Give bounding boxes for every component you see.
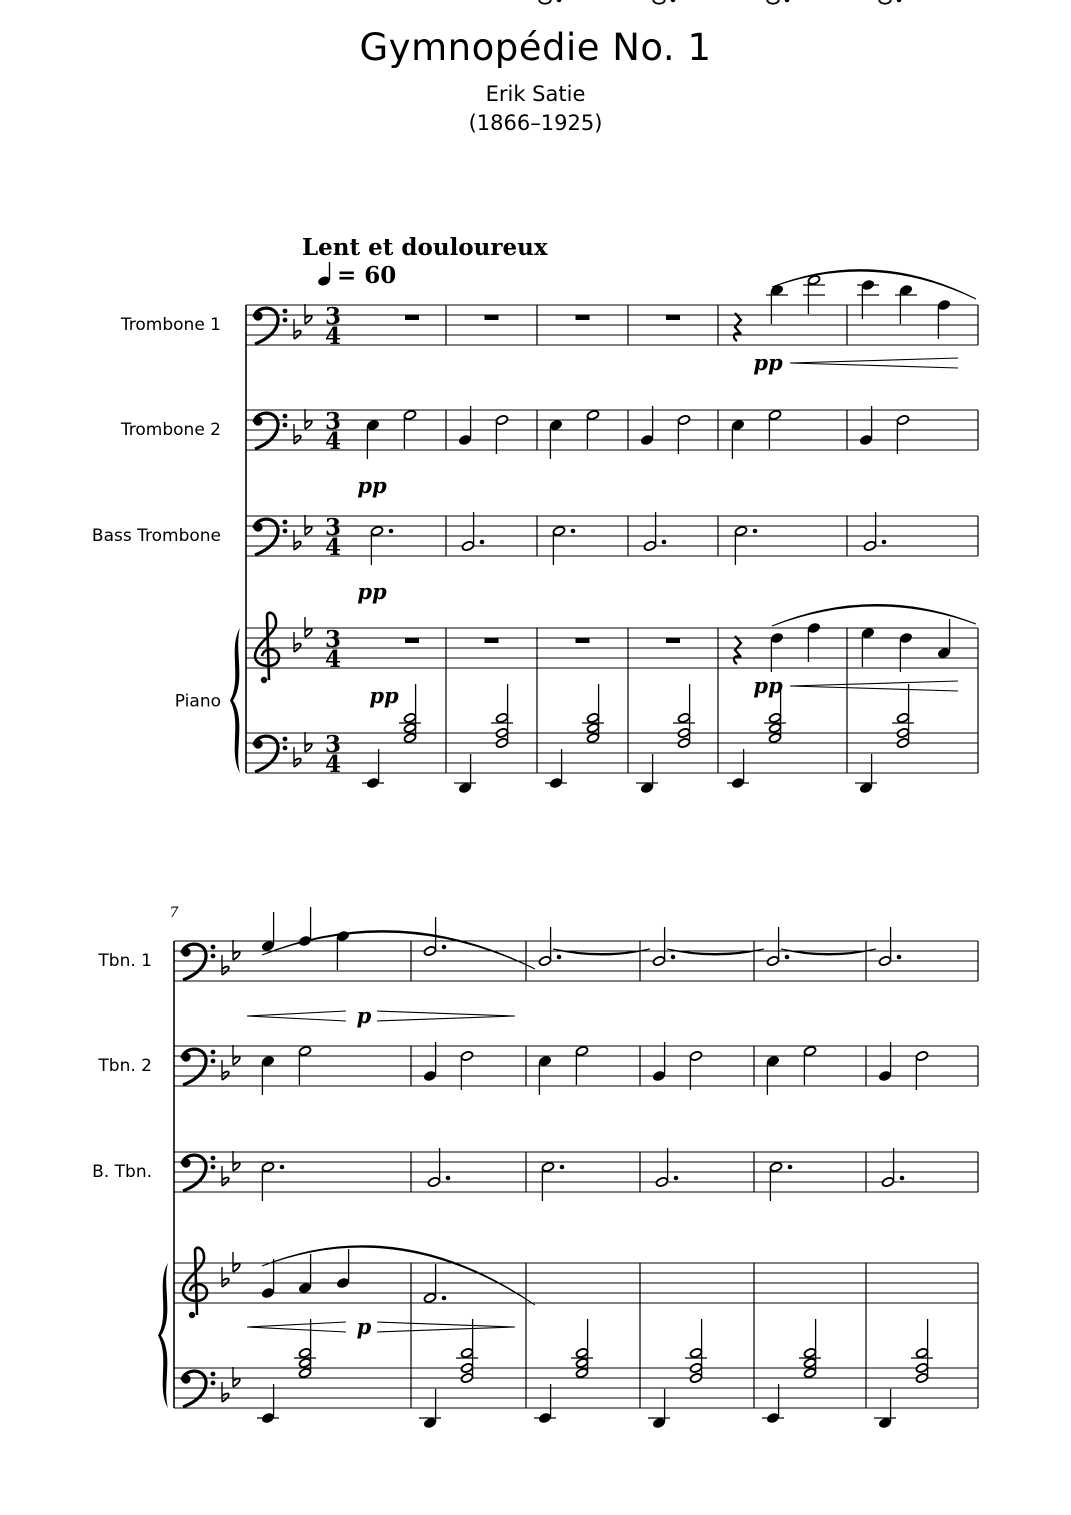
note	[937, 299, 952, 339]
whole-rest	[485, 638, 499, 643]
dot	[442, 945, 447, 950]
dynamic-pp: pp	[357, 473, 387, 498]
crescendo-hairpin	[247, 1011, 346, 1016]
dot	[671, 955, 676, 960]
note	[298, 1045, 311, 1085]
whole-rest	[666, 315, 680, 320]
dot	[753, 529, 758, 534]
notehead	[403, 732, 416, 743]
instrument-label: B. Tbn.	[92, 1162, 152, 1182]
composer-dates: (1866–1925)	[468, 111, 603, 135]
note	[803, 1045, 816, 1085]
brace-icon	[158, 1263, 168, 1408]
dot	[571, 529, 576, 534]
crescendo-hairpin	[247, 1322, 346, 1327]
note	[423, 1264, 446, 1304]
notehead	[803, 1367, 816, 1378]
notehead	[689, 1347, 702, 1358]
notehead	[803, 1357, 816, 1368]
note	[731, 419, 746, 459]
note	[454, 754, 476, 794]
dot	[785, 0, 790, 2]
crescendo-hairpin	[247, 1016, 346, 1021]
note	[769, 1161, 792, 1201]
notehead	[677, 414, 690, 425]
dot	[280, 1165, 285, 1170]
note	[534, 1384, 556, 1424]
instrument-label: Trombone 2	[120, 420, 221, 440]
note	[636, 754, 658, 794]
crescendo-hairpin	[247, 1327, 346, 1332]
slur	[262, 931, 535, 969]
note	[653, 0, 675, 4]
note	[403, 409, 416, 449]
dot	[788, 1165, 793, 1170]
note	[495, 414, 508, 454]
flat-icon	[305, 617, 312, 637]
note	[937, 619, 952, 659]
notehead	[655, 1176, 668, 1187]
notehead	[552, 525, 565, 536]
note	[539, 0, 561, 4]
notehead	[881, 1176, 894, 1187]
note	[677, 414, 690, 454]
note	[362, 749, 384, 789]
note	[878, 1042, 893, 1082]
note	[673, 684, 695, 749]
flat-icon	[294, 424, 301, 444]
time-signature-denominator: 4	[324, 534, 342, 561]
dot	[882, 540, 887, 545]
notehead	[460, 1347, 473, 1358]
notehead	[768, 409, 781, 420]
flat-icon	[222, 1060, 229, 1080]
note	[855, 754, 877, 794]
note	[911, 1319, 933, 1384]
time-signature-numerator: 3	[324, 408, 342, 435]
note	[261, 912, 276, 952]
note	[807, 622, 822, 662]
notehead	[677, 712, 690, 723]
notehead	[896, 737, 909, 748]
note	[766, 284, 788, 324]
notehead	[461, 540, 474, 551]
note	[857, 279, 879, 319]
notehead	[734, 525, 747, 536]
decrescendo-hairpin	[377, 1322, 515, 1327]
notehead	[643, 540, 656, 551]
notehead	[652, 955, 665, 966]
note	[571, 1319, 593, 1379]
notehead	[427, 1176, 440, 1187]
slur	[772, 604, 976, 626]
note	[370, 525, 393, 565]
notehead	[575, 1045, 588, 1056]
notehead	[879, 0, 890, 4]
note	[460, 1050, 473, 1090]
time-signature-numerator: 3	[324, 731, 342, 758]
flat-icon	[294, 747, 301, 767]
instrument-label: Tbn. 2	[98, 1056, 152, 1076]
quarter-rest	[734, 313, 741, 341]
notehead	[298, 1045, 311, 1056]
notehead	[766, 955, 779, 966]
notehead	[863, 540, 876, 551]
decrescendo-hairpin	[377, 1016, 515, 1021]
notehead	[915, 1362, 928, 1373]
note	[895, 284, 917, 324]
bass-clef-icon	[253, 308, 287, 344]
time-signature-numerator: 3	[324, 303, 342, 330]
dynamic-p: p	[356, 1003, 372, 1028]
notehead	[677, 727, 690, 738]
notehead	[768, 712, 781, 723]
dynamic-pp: pp	[753, 673, 783, 698]
note	[549, 419, 564, 459]
notehead	[878, 955, 891, 966]
whole-rest	[666, 638, 680, 643]
note	[799, 1319, 821, 1379]
notehead	[575, 1367, 588, 1378]
bass-clef-icon	[181, 1155, 215, 1191]
whole-rest	[405, 315, 419, 320]
instrument-label: Tbn. 1	[98, 951, 152, 971]
score-title: Gymnopédie No. 1	[359, 26, 712, 69]
instrument-label: Piano	[174, 691, 221, 712]
system-1	[92, 270, 978, 795]
dot	[389, 529, 394, 534]
flat-icon	[222, 1382, 229, 1402]
note	[766, 1055, 781, 1095]
flat-icon	[233, 940, 240, 960]
notehead	[539, 0, 550, 4]
note	[899, 632, 914, 672]
note	[861, 627, 876, 667]
flat-icon	[305, 515, 312, 535]
notehead	[495, 737, 508, 748]
quarter-rest	[734, 636, 741, 664]
bass-clef-icon	[253, 519, 287, 555]
flat-icon	[294, 319, 301, 339]
notehead	[586, 712, 599, 723]
time-signature-denominator: 4	[324, 428, 342, 455]
note	[874, 1389, 896, 1429]
note	[727, 749, 749, 789]
composer-name: Erik Satie	[485, 82, 586, 106]
notehead	[538, 955, 551, 966]
dot	[674, 1176, 679, 1181]
notehead	[689, 1362, 702, 1373]
dynamic-pp: pp	[753, 350, 783, 375]
note	[689, 1050, 702, 1090]
note	[915, 1050, 928, 1090]
flat-icon	[294, 632, 301, 652]
notehead	[298, 1367, 311, 1378]
note	[896, 414, 909, 454]
note	[261, 1259, 276, 1299]
note	[552, 525, 575, 565]
notehead	[915, 1347, 928, 1358]
note	[652, 1042, 667, 1082]
notehead	[768, 722, 781, 733]
note	[541, 1161, 564, 1201]
notehead	[495, 414, 508, 425]
notehead	[370, 525, 383, 536]
flat-icon	[233, 1252, 240, 1272]
tie	[553, 949, 650, 955]
note	[261, 1055, 276, 1095]
notehead	[586, 409, 599, 420]
note	[294, 1319, 316, 1379]
note	[685, 1319, 707, 1384]
notehead	[495, 712, 508, 723]
note	[336, 1249, 351, 1289]
time-signature-numerator: 3	[324, 626, 342, 653]
notehead	[803, 1045, 816, 1056]
dot	[557, 0, 562, 2]
note	[770, 632, 785, 672]
flat-icon	[233, 1151, 240, 1171]
notehead	[768, 732, 781, 743]
notehead	[423, 1292, 436, 1303]
brace-icon	[230, 628, 240, 773]
notehead	[460, 1372, 473, 1383]
notehead	[298, 1347, 311, 1358]
notehead	[653, 0, 664, 4]
dynamic-pp: pp	[357, 579, 387, 604]
notehead	[689, 1372, 702, 1383]
dynamic-pp: pp	[369, 683, 399, 708]
measure-number: 7	[169, 905, 179, 921]
bass-clef-icon	[181, 1049, 215, 1085]
dot	[897, 0, 902, 2]
bass-clef-icon	[181, 1371, 215, 1407]
note	[582, 684, 604, 744]
notehead	[689, 1050, 702, 1061]
note	[366, 419, 381, 459]
note	[767, 0, 789, 4]
flat-icon	[305, 732, 312, 752]
note	[640, 406, 655, 446]
notehead	[575, 1347, 588, 1358]
note	[298, 1254, 313, 1294]
note	[257, 1384, 279, 1424]
dot	[446, 1176, 451, 1181]
note	[419, 1389, 441, 1429]
dot	[480, 540, 485, 545]
notehead	[915, 1372, 928, 1383]
notehead	[403, 409, 416, 420]
dot	[897, 955, 902, 960]
whole-rest	[576, 638, 590, 643]
notehead	[298, 1357, 311, 1368]
note	[399, 684, 421, 744]
note	[491, 684, 513, 749]
notehead	[575, 1357, 588, 1368]
tempo-marking: Lent et douloureux	[302, 234, 548, 261]
dot	[671, 0, 676, 2]
flat-icon	[222, 1166, 229, 1186]
notehead	[261, 1161, 274, 1172]
flat-icon	[222, 955, 229, 975]
metronome-quarter-note-icon	[317, 262, 331, 287]
notehead	[896, 727, 909, 738]
note	[648, 1389, 670, 1429]
note	[423, 1042, 438, 1082]
crescendo-hairpin	[790, 686, 958, 691]
whole-rest	[405, 638, 419, 643]
note	[768, 409, 781, 449]
dot	[560, 1165, 565, 1170]
tie	[781, 949, 876, 955]
flat-icon	[222, 1267, 229, 1287]
note	[586, 409, 599, 449]
time-signature-denominator: 4	[324, 323, 342, 350]
notehead	[896, 414, 909, 425]
flat-icon	[305, 304, 312, 324]
note	[762, 1384, 784, 1424]
notehead	[896, 712, 909, 723]
note	[545, 749, 567, 789]
note	[859, 406, 874, 446]
flat-icon	[233, 1367, 240, 1387]
crescendo-hairpin	[790, 363, 958, 368]
whole-rest	[576, 315, 590, 320]
time-signature-denominator: 4	[324, 646, 342, 673]
instrument-label: Trombone 1	[120, 315, 221, 335]
decrescendo-hairpin	[377, 1011, 515, 1016]
note	[803, 274, 825, 314]
time-signature-denominator: 4	[324, 751, 342, 778]
whole-rest	[485, 315, 499, 320]
bass-clef-icon	[181, 944, 215, 980]
notehead	[423, 945, 436, 956]
note	[538, 1055, 553, 1095]
notehead	[586, 722, 599, 733]
note	[892, 684, 914, 749]
flat-icon	[305, 409, 312, 429]
notehead	[677, 737, 690, 748]
crescendo-hairpin	[790, 358, 958, 363]
metronome-value: = 60	[337, 262, 397, 289]
notehead	[403, 712, 416, 723]
dot	[662, 540, 667, 545]
instrument-label: Bass Trombone	[91, 526, 221, 546]
bass-clef-icon	[253, 736, 287, 772]
notehead	[541, 1161, 554, 1172]
notehead	[767, 0, 778, 4]
note	[261, 1161, 284, 1201]
flat-icon	[233, 1045, 240, 1065]
notehead	[460, 1050, 473, 1061]
bass-clef-icon	[253, 413, 287, 449]
notehead	[769, 1161, 782, 1172]
crescendo-hairpin	[790, 681, 958, 686]
dynamic-p: p	[356, 1314, 372, 1339]
dot	[442, 1296, 447, 1301]
notehead	[803, 1347, 816, 1358]
note	[879, 0, 901, 4]
system-2	[92, 0, 978, 1429]
tie	[667, 949, 764, 955]
decrescendo-hairpin	[377, 1327, 515, 1332]
notehead	[403, 722, 416, 733]
notehead	[460, 1362, 473, 1373]
slur	[262, 1246, 535, 1305]
note	[734, 525, 757, 565]
notehead	[586, 732, 599, 743]
dot	[900, 1176, 905, 1181]
dot	[557, 955, 562, 960]
notehead	[915, 1050, 928, 1061]
note	[458, 406, 473, 446]
note	[575, 1045, 588, 1085]
dot	[785, 955, 790, 960]
flat-icon	[294, 530, 301, 550]
notehead	[495, 727, 508, 738]
time-signature-numerator: 3	[324, 514, 342, 541]
